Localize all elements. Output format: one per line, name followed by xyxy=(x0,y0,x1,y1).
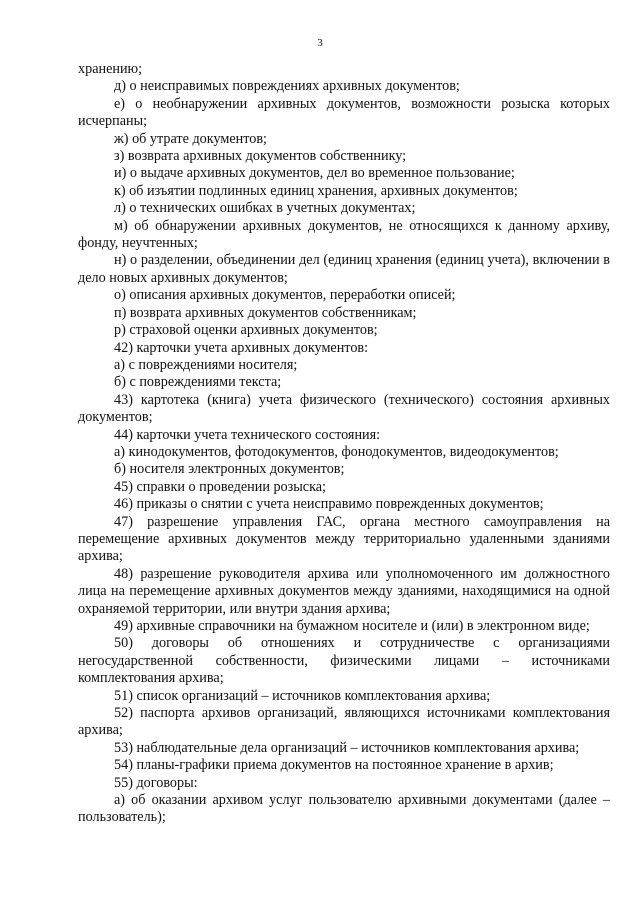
document-paragraph: 47) разрешение управления ГАС, органа местного самоуправления на перемещение архивных документов между территориально удаленными зданиями архива; xyxy=(78,513,610,565)
document-paragraph: б) носителя электронных документов; xyxy=(114,461,345,478)
document-paragraph: 54) планы-графики приема документов на постоянное хранение в архив; xyxy=(114,757,554,774)
document-paragraph: к) об изъятии подлинных единиц хранения, архивных документов; xyxy=(114,182,518,199)
document-paragraph: а) кинодокументов, фотодокументов, фонодокументов, видеодокументов; xyxy=(114,443,559,460)
document-paragraph: 49) архивные справочники на бумажном носителе и (или) в электронном виде; xyxy=(114,618,590,634)
page-number: 3 xyxy=(317,37,323,49)
document-paragraph: 52) паспорта архивов организаций, являющихся источниками комплектования архива; xyxy=(78,705,610,739)
document-paragraph: р) страховой оценки архивных документов; xyxy=(114,322,378,339)
document-paragraph: 50) договоры об отношениях и сотрудничестве с организациями негосударственной собственности, физическими лицами – источниками комплектования архива; xyxy=(78,635,610,687)
document-paragraph: з) возврата архивных документов собственнику; xyxy=(114,148,407,165)
document-paragraph: о) описания архивных документов, переработки описей; xyxy=(114,287,456,304)
document-paragraph: 51) список организаций – источников комплектования архива; xyxy=(114,687,491,704)
document-paragraph: 44) карточки учета технического состояния: xyxy=(114,426,381,443)
document-paragraph: а) об оказании архивом услуг пользователю архивными документами (далее – пользователь); xyxy=(78,792,610,826)
document-paragraph: м) об обнаружении архивных документов, не относящихся к данному архиву, фонду, неучтенных; xyxy=(78,217,610,252)
document-paragraph: 42) карточки учета архивных документов: xyxy=(114,339,369,356)
document-paragraph: л) о технических ошибках в учетных документах; xyxy=(114,200,416,217)
document-paragraph: 55) договоры: xyxy=(114,774,198,791)
document-paragraph: 43) картотека (книга) учета физического (технического) состояния архивных документов; xyxy=(78,391,610,426)
document-paragraph: 45) справки о проведении розыска; xyxy=(114,478,326,495)
document-paragraph: 53) наблюдательные дела организаций – источников комплектования архива; xyxy=(114,739,580,756)
document-paragraph: 48) разрешение руководителя архива или уполномоченного им должностного лица на перемещение архивных документов между зданиями, находящимися на одной охраняемой территории, или внутри здания архива; xyxy=(78,565,610,617)
document-paragraph: а) с повреждениями носителя; xyxy=(114,356,298,373)
document-paragraph: 46) приказы о снятии с учета неисправимо поврежденных документов; xyxy=(114,496,544,513)
document-paragraph: и) о выдаче архивных документов, дел во временное пользование; xyxy=(114,165,515,182)
document-paragraph: е) о необнаружении архивных документов, возможности розыска которых исчерпаны; xyxy=(78,95,610,130)
document-paragraph: ж) об утрате документов; xyxy=(114,130,267,147)
document-paragraph: б) с повреждениями текста; xyxy=(114,374,282,391)
document-paragraph: хранению; xyxy=(78,61,143,77)
document-paragraph: н) о разделении, объединении дел (единиц хранения (единиц учета), включении в дело новых архивных документов; xyxy=(78,252,610,286)
document-paragraph: д) о неисправимых повреждениях архивных документов; xyxy=(114,78,460,95)
document-body xyxy=(78,61,610,827)
document-paragraph: п) возврата архивных документов собственникам; xyxy=(114,304,417,321)
